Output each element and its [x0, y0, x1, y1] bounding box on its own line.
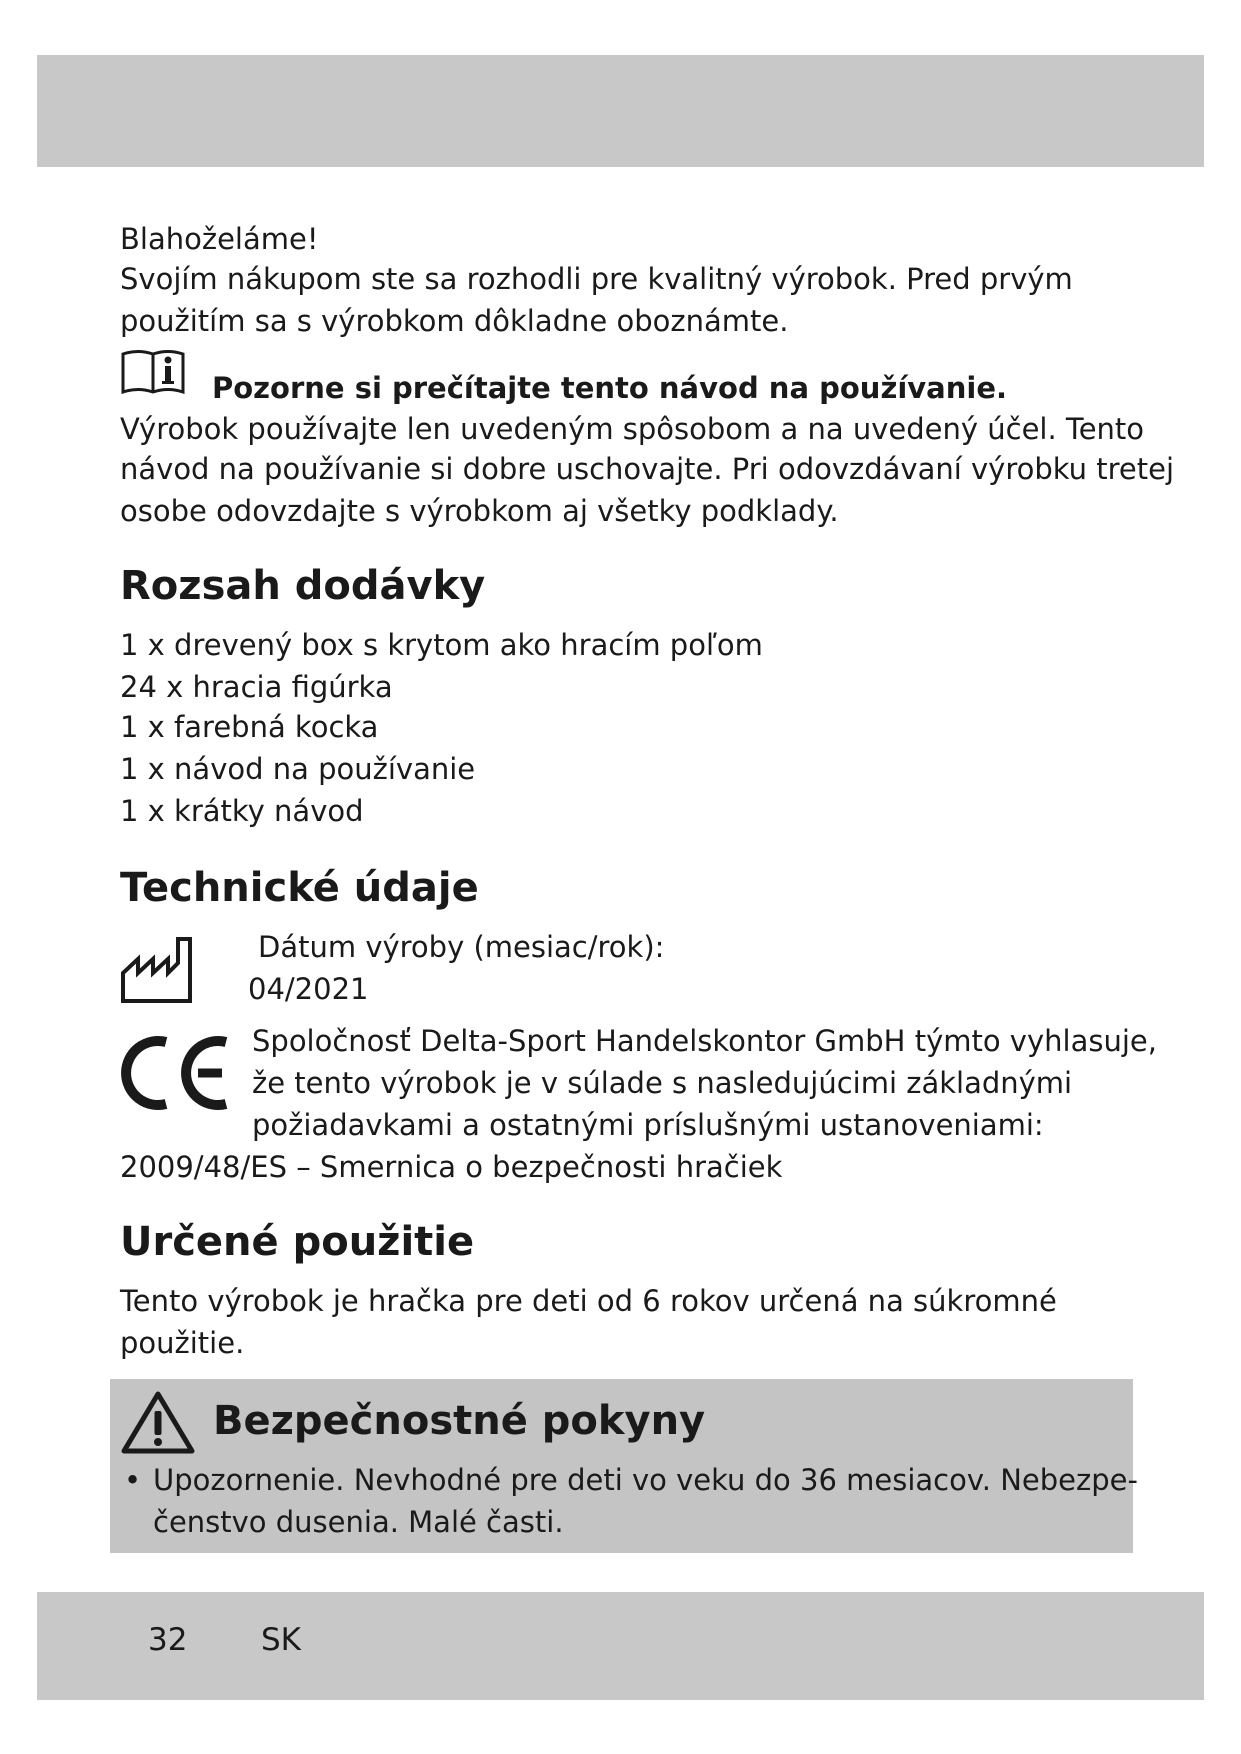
delivery-item: 1 x krátky návod [120, 794, 364, 828]
safety-box [110, 1379, 1138, 1553]
manufacturing-date-icon [120, 935, 194, 1005]
intended-use-line-1: Tento výrobok je hračka pre deti od 6 rokov určená na súkromné [120, 1284, 1057, 1318]
footer-band [37, 1592, 1204, 1700]
ce-declaration-line-2: že tento výrobok je v súlade s nasledujúcimi základnými [252, 1066, 1073, 1100]
notice-line-2: návod na používanie si dobre uschovajte. Pri odovzdávaní výrobku tretej [120, 452, 1175, 486]
notice-line-3: osobe odovzdajte s výrobkom aj všetky podklady. [120, 494, 839, 528]
safety-warning-line-2: čenstvo dusenia. Malé časti. [153, 1505, 564, 1539]
intro-line-2: použitím sa s výrobkom dôkladne oboznámte. [120, 304, 789, 338]
safety-title: Bezpečnostné pokyny [213, 1398, 706, 1444]
delivery-item: 1 x farebná kocka [120, 710, 379, 744]
read-manual-icon [120, 344, 186, 396]
delivery-item: 1 x návod na používanie [120, 752, 476, 786]
toy-directive: 2009/48/ES – Smernica o bezpečnosti hračiek [120, 1150, 783, 1184]
greeting: Blahoželáme! [120, 222, 319, 256]
tech-title: Technické údaje [120, 865, 479, 911]
ce-mark-icon [118, 1032, 232, 1114]
manufacture-date-value: 04/2021 [248, 972, 369, 1006]
safety-warning-line-1: Upozornenie. Nevhodné pre deti vo veku do 36 mesiacov. Nebezpe- [153, 1463, 1138, 1497]
delivery-item: 1 x drevený box s krytom ako hracím poľom [120, 628, 763, 662]
bullet-marker: • [124, 1463, 142, 1497]
ce-declaration-line-3: požiadavkami a ostatnými príslušnými ustanoveniami: [252, 1108, 1044, 1142]
notice-line-1: Výrobok používajte len uvedeným spôsobom a na uvedený účel. Tento [120, 412, 1145, 446]
ce-declaration-line-1: Spoločnosť Delta-Sport Handelskontor GmbH týmto vyhlasuje, [252, 1024, 1157, 1058]
intro-line-1: Svojím nákupom ste sa rozhodli pre kvalitný výrobok. Pred prvým [120, 262, 1073, 296]
notice-heading: Pozorne si prečítajte tento návod na používanie. [212, 371, 1008, 405]
language-code: SK [261, 1622, 302, 1658]
delivery-title: Rozsah dodávky [120, 563, 486, 609]
header-band [37, 55, 1204, 167]
intended-use-line-2: použitie. [120, 1326, 245, 1360]
delivery-item: 24 x hracia figúrka [120, 670, 393, 704]
page-number: 32 [148, 1622, 188, 1658]
manufacture-date-label: Dátum výroby (mesiac/rok): [258, 930, 665, 964]
warning-triangle-icon [120, 1389, 196, 1455]
intended-use-title: Určené použitie [120, 1219, 475, 1265]
